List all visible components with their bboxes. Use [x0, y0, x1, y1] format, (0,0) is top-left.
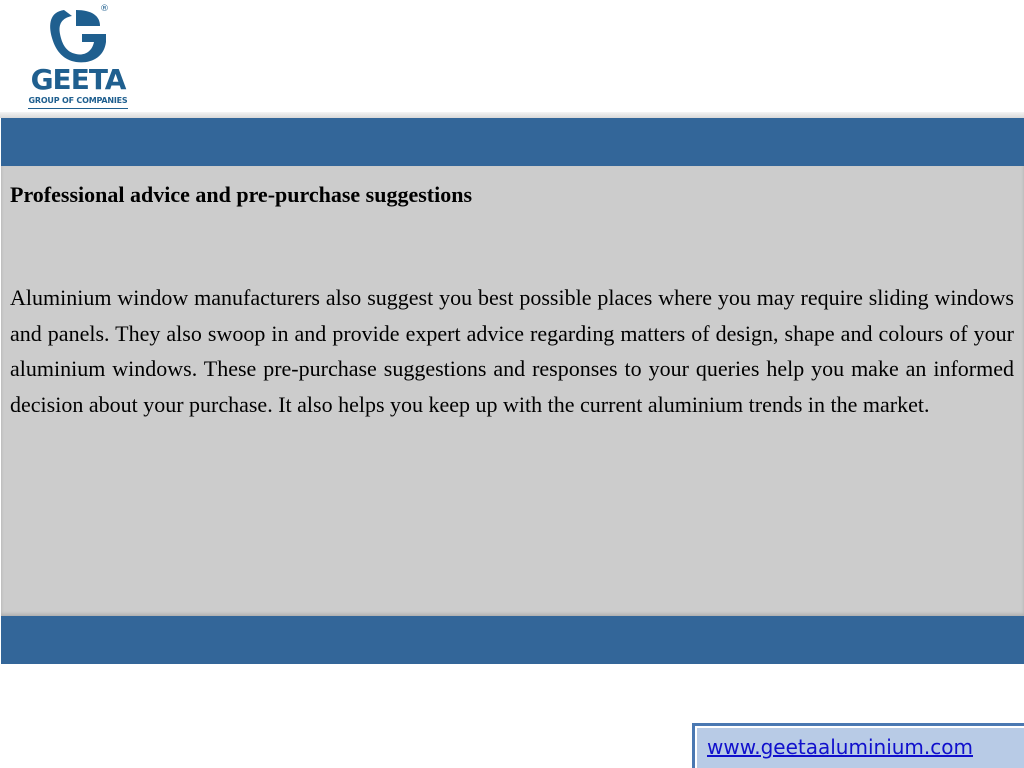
bottom-band	[1, 616, 1024, 664]
top-band	[1, 118, 1024, 166]
slide-body: Aluminium window manufacturers also suggest you best possible places where you may require sliding windows and panels. They also swoop in and provide expert advice regarding matters of design, shape and colours of your aluminium windows. These pre-purchase suggestions and responses to your queries help you make an informed decision about your purchase. It also helps you keep up with the current aluminium trends in the market.	[10, 285, 1014, 417]
slide-heading: Professional advice and pre-purchase suggestions	[10, 182, 473, 207]
logo-underline	[28, 108, 128, 109]
website-link[interactable]: www.geetaaluminium.com	[707, 735, 973, 759]
logo-wordmark: GEETA	[30, 63, 126, 96]
geeta-logo	[22, 4, 134, 110]
logo-subtitle: GROUP OF COMPANIES	[28, 96, 128, 105]
g-mark-icon	[22, 4, 134, 66]
registered-mark: ®	[100, 4, 109, 14]
